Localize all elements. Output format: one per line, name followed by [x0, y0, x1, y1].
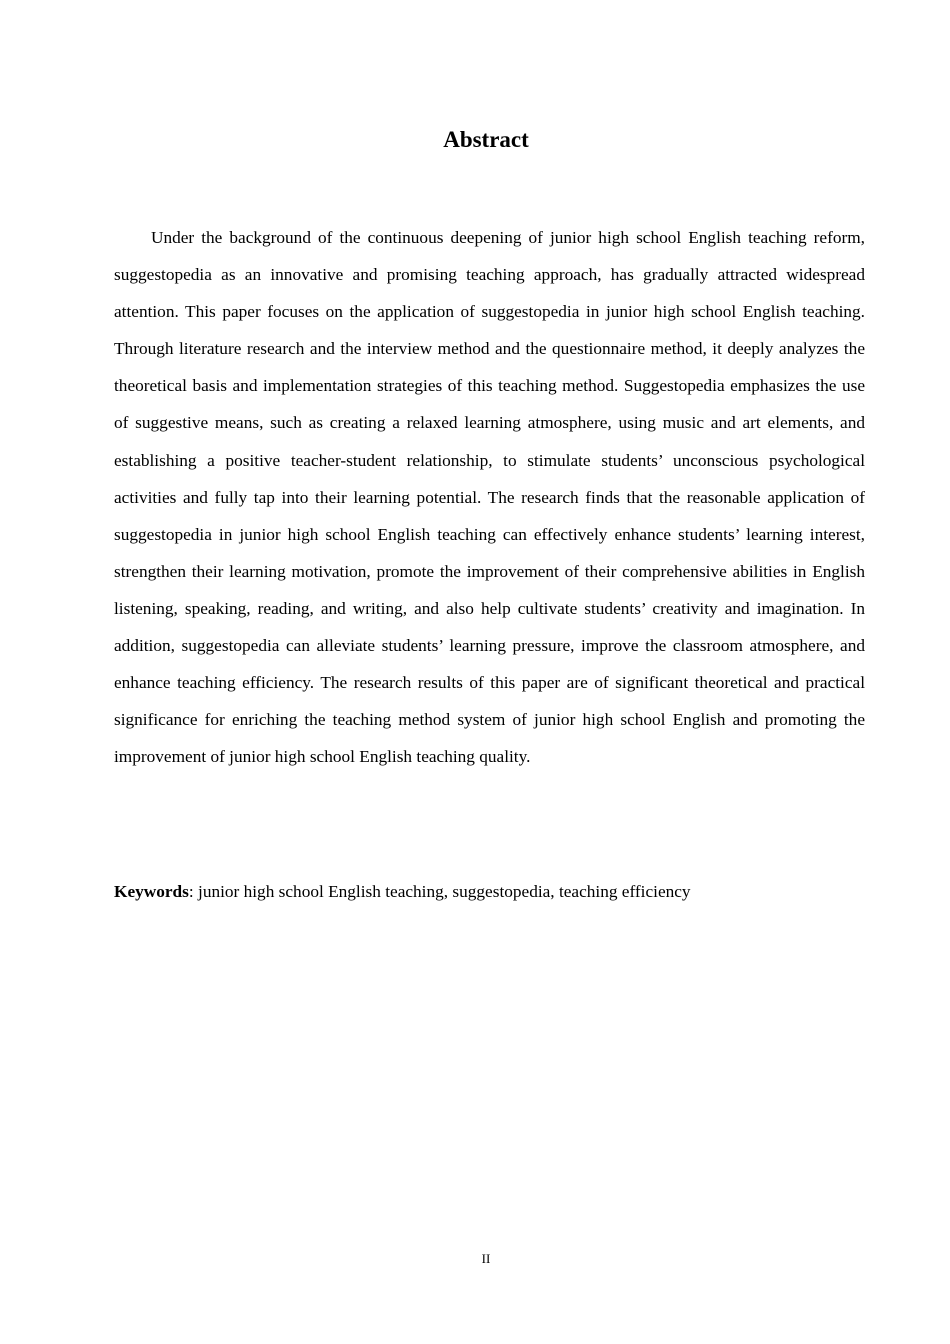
abstract-body: Under the background of the continuous deepening of junior high school English teaching reform, suggestopedia as an innovative and promising teaching approach, has gradually attracted widespread attention. This paper focuses on the application of suggestopedia in junior high school English teaching. Through literature research and the interview method and the questionnaire method, it deeply analyzes the theoretical basis and implementation strategies of this teaching method. Suggestopedia emphasizes the use of suggestive means, such as creating a relaxed learning atmosphere, using music and art elements, and establishing a positive teacher-student relationship, to stimulate students’ unconscious psychological activities and fully tap into their learning potential. The research finds that the reasonable application of suggestopedia in junior high school English teaching can effectively enhance students’ learning interest, strengthen their learning motivation, promote the improvement of their comprehensive abilities in English listening, speaking, reading, and writing, and also help cultivate students’ creativity and imagination. In addition, suggestopedia can alleviate students’ learning pressure, improve the classroom atmosphere, and enhance teaching efficiency. The research results of this paper are of significant theoretical and practical significance for enriching the teaching method system of junior high school English and promoting the improvement of junior high school English teaching quality.	[114, 228, 865, 767]
keywords-line	[114, 876, 865, 908]
page-title: Abstract	[443, 127, 529, 152]
keywords-label: Keywords	[114, 882, 189, 901]
keywords-text: : junior high school English teaching, suggestopedia, teaching efficiency	[188, 882, 691, 901]
page-number: II	[481, 1251, 491, 1266]
